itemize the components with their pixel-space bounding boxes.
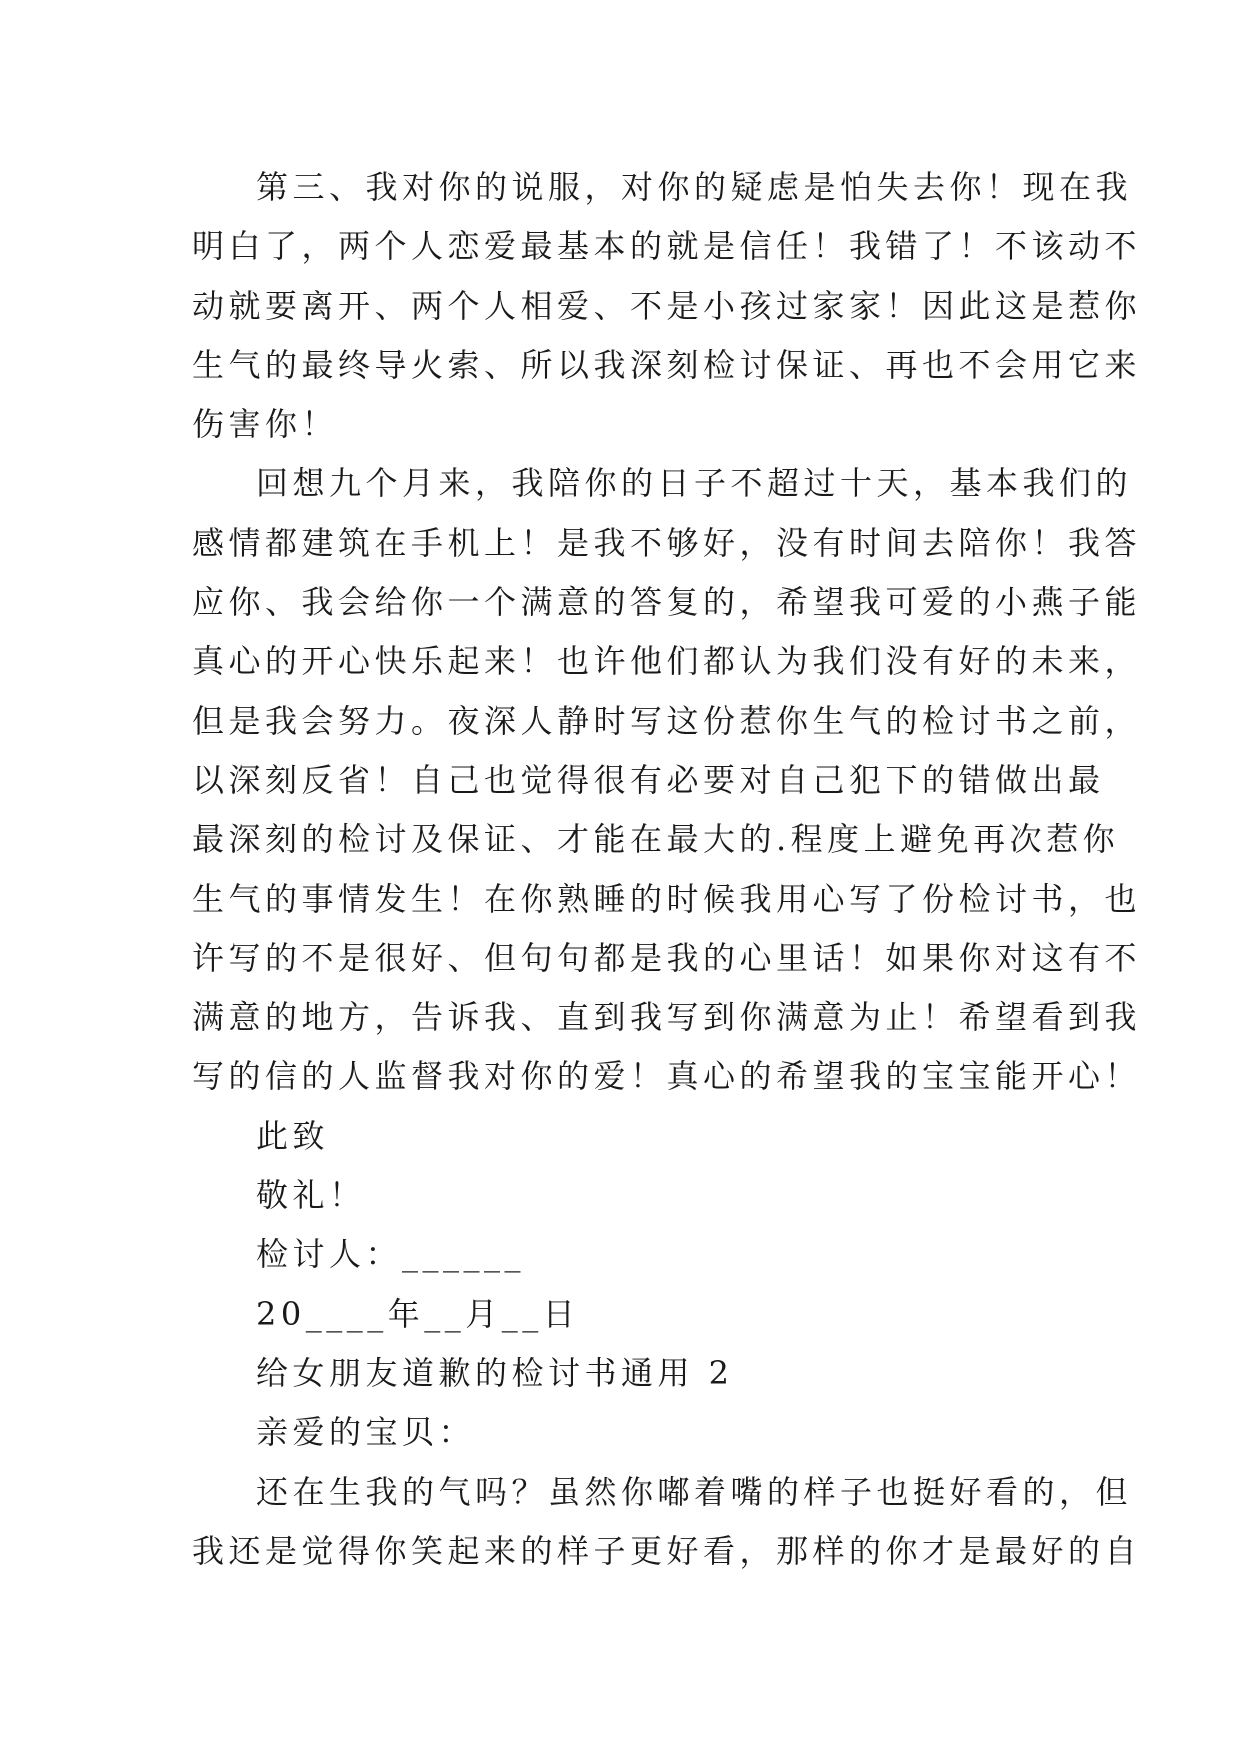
paragraph-line: 感情都建筑在手机上！是我不够好，没有时间去陪你！我答 — [192, 523, 1142, 562]
paragraph-line: 动就要离开、两个人相爱、不是小孩过家家！因此这是惹你 — [192, 286, 1142, 325]
date-line: 20____年__月__日 — [256, 1294, 580, 1333]
paragraph-line: 但是我会努力。夜深人静时写这份惹你生气的检讨书之前， — [192, 701, 1142, 740]
greeting-line: 亲爱的宝贝： — [256, 1413, 476, 1452]
paragraph-line: 最深刻的检讨及保证、才能在最大的.程度上避免再次惹你 — [192, 820, 1120, 859]
paragraph-line: 明白了，两个人恋爱最基本的就是信任！我错了！不该动不 — [192, 227, 1142, 266]
paragraph-line: 生气的事情发生！在你熟睡的时候我用心写了份检讨书，也 — [192, 879, 1142, 918]
paragraph-line: 我还是觉得你笑起来的样子更好看，那样的你才是最好的自 — [192, 1531, 1142, 1570]
closing-regards: 敬礼！ — [256, 1176, 366, 1215]
paragraph-line: 真心的开心快乐起来！也许他们都认为我们没有好的未来， — [192, 642, 1142, 681]
signature-line: 检讨人：______ — [256, 1235, 526, 1274]
paragraph-line: 应你、我会给你一个满意的答复的，希望我可爱的小燕子能 — [192, 583, 1142, 622]
paragraph-line: 伤害你！ — [192, 405, 339, 444]
paragraph-line: 生气的最终导火索、所以我深刻检讨保证、再也不会用它来 — [192, 345, 1142, 384]
paragraph-line: 还在生我的气吗？虽然你嘟着嘴的样子也挺好看的，但 — [256, 1472, 1133, 1511]
section-title: 给女朋友道歉的检讨书通用 2 — [256, 1353, 734, 1392]
paragraph-line: 以深刻反省！自己也觉得很有必要对自己犯下的错做出最 — [192, 760, 1105, 799]
document-body — [192, 158, 1142, 1581]
closing-salutation: 此致 — [256, 1116, 330, 1155]
paragraph-line: 写的信的人监督我对你的爱！真心的希望我的宝宝能开心！ — [192, 1057, 1142, 1096]
paragraph-line: 满意的地方，告诉我、直到我写到你满意为止！希望看到我 — [192, 998, 1142, 1037]
paragraph-line: 第三、我对你的说服，对你的疑虑是怕失去你！现在我 — [256, 168, 1133, 206]
paragraph-line: 许写的不是很好、但句句都是我的心里话！如果你对这有不 — [192, 938, 1142, 977]
paragraph-line: 回想九个月来，我陪你的日子不超过十天，基本我们的 — [256, 464, 1133, 503]
